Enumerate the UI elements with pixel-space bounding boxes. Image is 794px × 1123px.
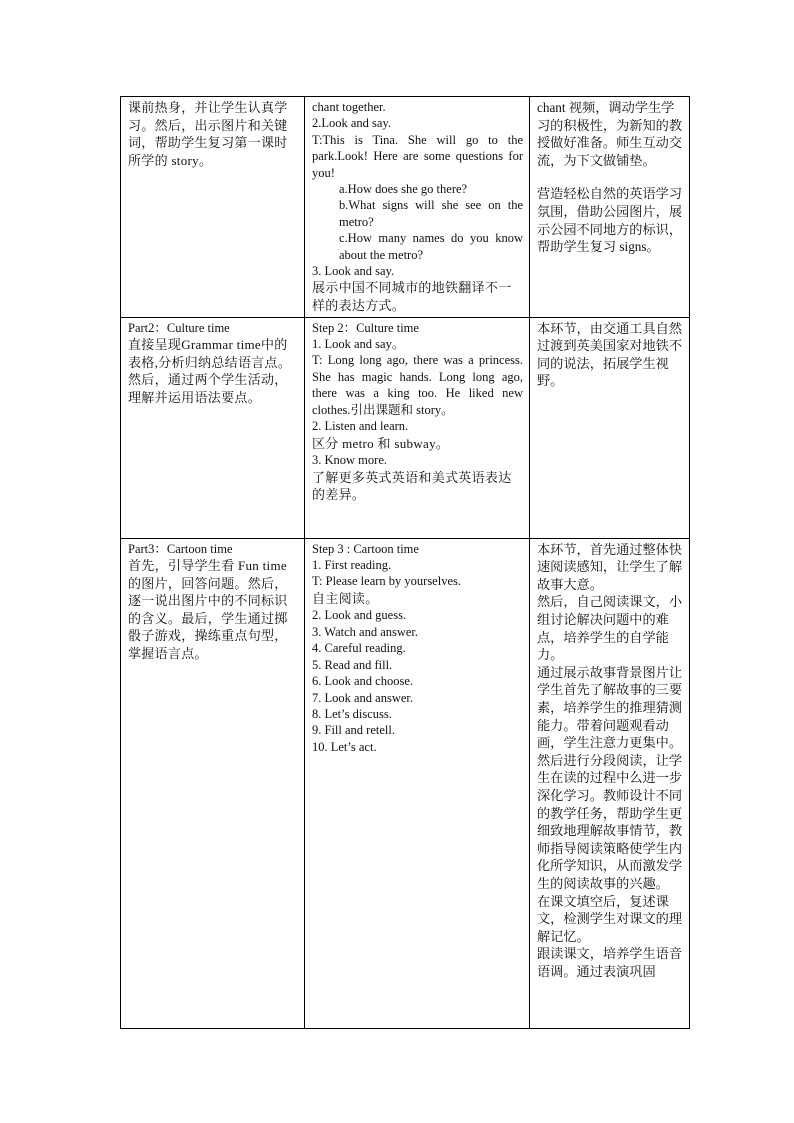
cell-text: Step 3 : Cartoon time: [312, 541, 419, 556]
cell-text: 通过展示故事背景图片让学生首先了解故事的三要素，培养学生的推理猜测能力。带着问题观看动画，学生注意力更集中。: [537, 664, 683, 751]
cell-text: 区分 metro 和 subway。: [312, 435, 450, 451]
cell-text: c.How many names do you know about the metro?: [339, 231, 523, 262]
purpose-cell: [530, 538, 690, 1028]
cell-text: T: Please learn by yourselves.: [312, 574, 461, 589]
cell-text: 3. Look and say.: [312, 264, 395, 279]
cell-text: 9. Fill and retell.: [312, 723, 395, 738]
activity-cell: [305, 97, 530, 318]
cell-text: T: Long long ago, there was a princess. She has magic hands. Long long ago, there was a king too. He liked new clothes.引出课题和 story。: [312, 353, 523, 417]
cell-text: 直接呈现Grammar time中的表格,分析归纳总结语言点。然后，通过两个学生活动，理解并运用语法要点。: [128, 337, 292, 405]
cell-text: 展示中国不同城市的地铁翻译不一样的表达方式。: [312, 280, 512, 314]
process-cell: [121, 538, 305, 1028]
cell-text: 2. Listen and learn.: [312, 419, 409, 434]
cell-text: 跟读课文，培养学生语音语调。通过表演巩固: [537, 946, 683, 979]
cell-text: 8. Let’s discuss.: [312, 706, 392, 721]
cell-text: 4. Careful reading.: [312, 641, 406, 656]
cell-text: 7. Look and answer.: [312, 690, 414, 705]
cell-text: 2. Look and guess.: [312, 608, 407, 623]
table-row: [121, 317, 690, 538]
cell-text: 然后，自己阅读课文，小组讨论解决问题中的难点，培养学生的自学能力。: [537, 594, 683, 663]
purpose-cell: [530, 317, 690, 538]
cell-text: 本环节，首先通过整体快速阅读感知，让学生了解故事大意。: [537, 541, 683, 592]
cell-text: Step 2：Culture time: [312, 320, 419, 335]
spacer: [537, 169, 683, 185]
cell-text: chant together.: [312, 100, 386, 114]
cell-text: 2.Look and say.: [312, 116, 392, 131]
activity-cell: [305, 317, 530, 538]
cell-text: 了解更多英式英语和美式英语表达的差异。: [312, 469, 512, 503]
cell-text: 首先，引导学生看 Fun time 的图片，回答问题。然后，逐一说出图片中的不同标识的含义。最后，学生通过掷骰子游戏，操练重点句型，掌握语言点。: [128, 558, 288, 662]
cell-text: 1. Look and say。: [312, 337, 405, 352]
cell-text: 3. Watch and answer.: [312, 624, 419, 639]
lesson-plan-table: [120, 96, 690, 1029]
cell-text: 自主阅读。: [312, 590, 379, 606]
cell-text: T:This is Tina. She will go to the park.Look! Here are some questions for you!: [312, 132, 523, 180]
cell-text: 课前热身，并让学生认真学习。然后，出示图片和关键词，帮助学生复习第一课时所学的 story。: [128, 100, 288, 168]
table-row: [121, 538, 690, 1028]
cell-text: 本环节，由交通工具自然过渡到英美国家对地铁不同的说法，拓展学生视野。: [537, 320, 683, 389]
process-cell: [121, 97, 305, 318]
cell-text: 1. First reading.: [312, 558, 392, 573]
cell-text: chant 视频，调动学生学习的积极性，为新知的教授做好准备。师生互动交流，为下文做铺垫。: [537, 100, 683, 168]
cell-text: 10. Let’s act.: [312, 739, 377, 754]
cell-text: a.How does she go there?: [339, 182, 468, 197]
purpose-cell: [530, 97, 690, 318]
cell-text: 营造轻松自然的英语学习氛围，借助公园图片，展示公园不同地方的标识，帮助学生复习 signs。: [537, 186, 683, 255]
process-cell: [121, 317, 305, 538]
cell-text: 3. Know more.: [312, 453, 387, 468]
cell-text: 然后进行分段阅读，让学生在读的过程中么进一步深化学习。教师设计不同的教学任务，帮助学生更细致地理解故事情节，教师指导阅读策略使学生内化所学知识，从而激发学生的阅读故事的兴趣。: [537, 752, 683, 891]
cell-text: 5. Read and fill.: [312, 657, 393, 672]
cell-text: 6. Look and choose.: [312, 674, 414, 689]
cell-text: Part3：Cartoon time: [128, 541, 233, 556]
cell-text: b.What signs will she see on the metro?: [339, 198, 523, 229]
table-row: [121, 97, 690, 318]
cell-text: Part2：Culture time: [128, 320, 230, 335]
cell-text: 在课文填空后，复述课文，检测学生对课文的理解记忆。: [537, 893, 683, 944]
activity-cell: [305, 538, 530, 1028]
